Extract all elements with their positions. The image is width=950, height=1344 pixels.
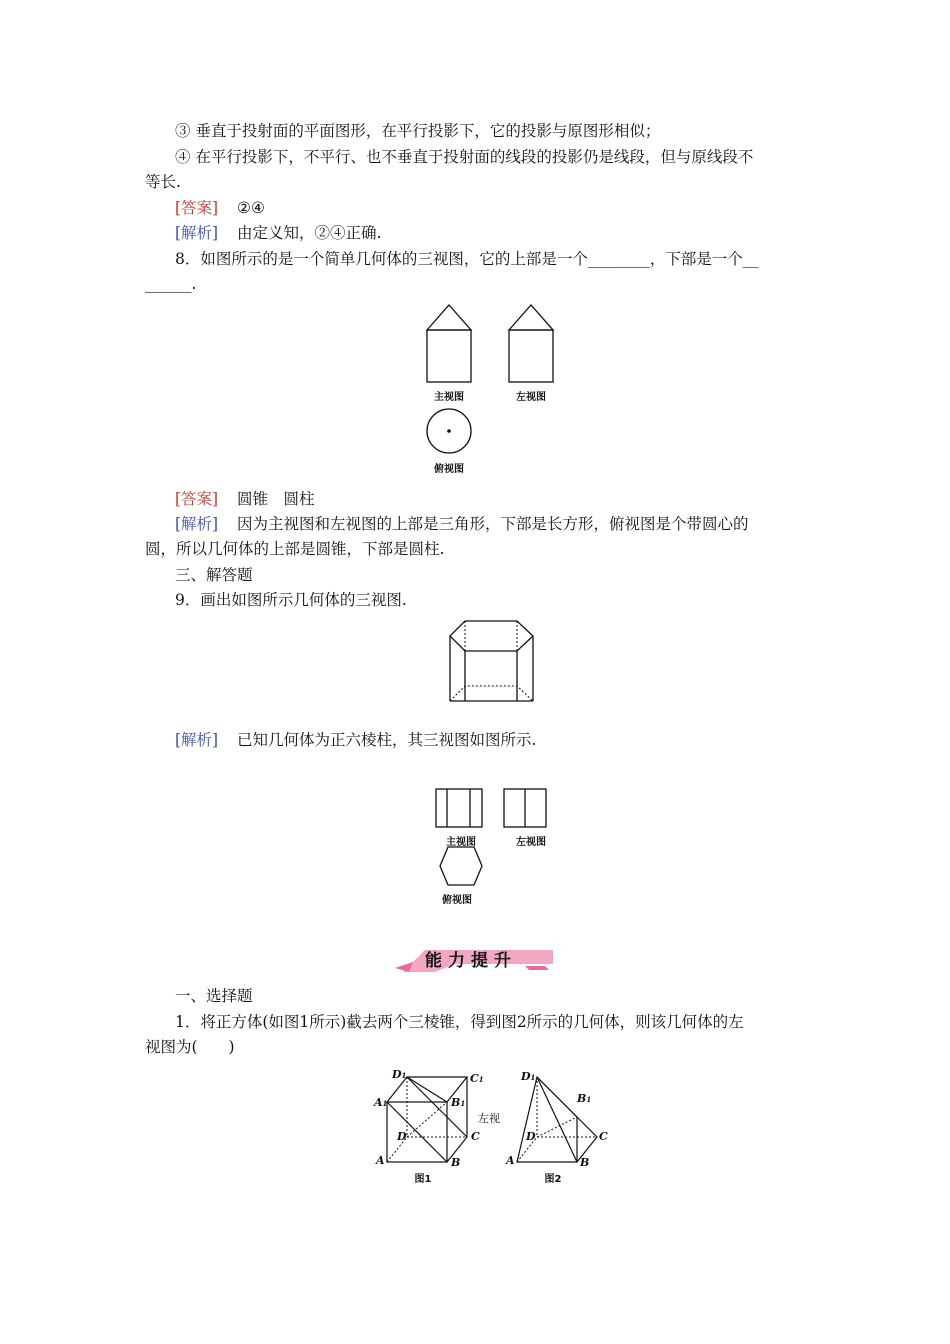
answer-tag: [答案]: [175, 199, 219, 217]
banner-title: 能力提升: [425, 951, 517, 971]
fig2-caption: 图2: [544, 1174, 562, 1185]
item-4-line-1: ④ 在平行投影下，不平行、也不垂直于投射面的线段的投影仍是线段，但与原线段不: [175, 148, 754, 166]
label-C-fig2: C: [599, 1130, 608, 1143]
p1-question-line-2: 视图为( ): [145, 1038, 235, 1056]
analysis-tag: [解析]: [175, 515, 219, 533]
left-view-rect: [509, 330, 553, 382]
front-view-triangle: [427, 305, 471, 330]
left-view-arrow-label: 左视: [478, 1112, 500, 1125]
q8-question-line-2: ______.: [145, 275, 197, 293]
analysis-text: 由定义知，②④正确.: [237, 224, 382, 242]
analysis-text: 已知几何体为正六棱柱，其三视图如图所示.: [237, 731, 537, 749]
q9-front-view-caption: 主视图: [446, 837, 476, 848]
analysis-tag: [解析]: [175, 731, 219, 749]
item-4-line-2: 等长.: [145, 173, 181, 191]
q8-analysis-row: [175, 513, 749, 535]
analysis-tag: [解析]: [175, 224, 219, 242]
label-B1: B1: [451, 1096, 466, 1109]
answer-text: ②④: [237, 199, 265, 217]
label-D1: D1: [392, 1068, 407, 1081]
q9-question: 9．画出如图所示几何体的三视图.: [175, 591, 407, 609]
hexagonal-prism-figure: [445, 614, 540, 714]
q8-top-view-caption: 俯视图: [434, 464, 464, 475]
top-view-center-dot: [447, 429, 451, 433]
q8-question-line-1: 8．如图所示的是一个简单几何体的三视图，它的上部是一个________，下部是一个__: [175, 250, 759, 268]
item-3: ③ 垂直于投射面的平面图形，在平行投影下，它的投影与原图形相似；: [175, 122, 661, 140]
label-C1: C1: [470, 1072, 484, 1085]
label-A: A: [376, 1154, 385, 1167]
label-D: D: [397, 1130, 407, 1143]
top-view-hexagon: [440, 847, 482, 885]
q7-answer-row: [175, 197, 265, 219]
section-banner: [395, 944, 560, 974]
q7-analysis-row: [175, 222, 381, 244]
front-view-rect: [436, 789, 482, 827]
q9-top-view-caption: 俯视图: [442, 895, 472, 906]
fig1-caption: 图1: [414, 1174, 432, 1185]
front-view-rect: [427, 330, 471, 382]
q9-left-view-caption: 左视图: [516, 837, 546, 848]
answer-text: 圆锥 圆柱: [237, 490, 315, 508]
q8-analysis-line-2: 圆，所以几何体的上部是圆锥，下部是圆柱.: [145, 540, 445, 558]
q8-front-view-caption: 主视图: [434, 392, 464, 403]
section-heading-choice: 一、选择题: [175, 987, 253, 1005]
label-B: B: [451, 1156, 461, 1169]
left-view-triangle: [509, 305, 553, 330]
q9-analysis-row: [175, 729, 536, 751]
p1-question-line-1: 1．将正方体(如图1所示)截去两个三棱锥，得到图2所示的几何体，则该几何体的左: [175, 1013, 744, 1031]
label-A-fig2: A: [506, 1154, 515, 1167]
label-D-fig2: D: [526, 1130, 536, 1143]
q8-answer-row: [175, 488, 315, 510]
analysis-text: 因为主视图和左视图的上部是三角形，下部是长方形，俯视图是个带圆心的: [237, 515, 749, 533]
section-heading-answer-questions: 三、解答题: [175, 566, 253, 584]
label-A1: A1: [374, 1096, 388, 1109]
label-D1-fig2: D1: [521, 1070, 536, 1083]
label-C: C: [471, 1130, 480, 1143]
label-B1-fig2: B1: [577, 1092, 592, 1105]
answer-tag: [答案]: [175, 490, 219, 508]
q8-left-view-caption: 左视图: [516, 392, 546, 403]
label-B-fig2: B: [580, 1156, 590, 1169]
